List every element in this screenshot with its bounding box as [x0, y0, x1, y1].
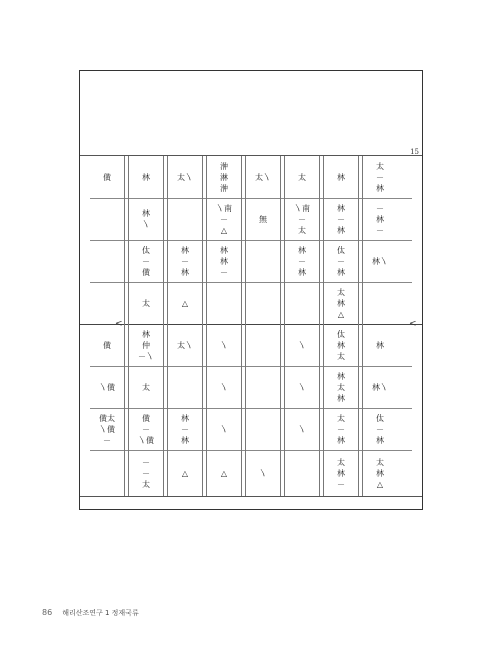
notation-text: 林〵 [372, 256, 388, 266]
notation-text: △ [220, 468, 228, 478]
score-column [90, 156, 124, 496]
score-cell [90, 240, 124, 282]
notation-text: 太 林 △ [337, 287, 345, 319]
score-cell [90, 282, 124, 324]
score-column [129, 156, 163, 496]
notation-text: 〵 [259, 468, 267, 478]
notation-text: 林 － 林 [181, 245, 189, 277]
footer-page-number: 86 [42, 608, 53, 617]
notation-text: 太 [142, 382, 150, 392]
notation-text: 〵僙 [99, 382, 115, 392]
score-cell [363, 366, 397, 408]
notation-text: 林 林 － [220, 245, 228, 277]
notation-text: 〵 [298, 340, 306, 350]
notation-text: 林 － 林 [181, 413, 189, 445]
score-cell [207, 324, 241, 366]
notation-text: 㑀 林 太 [337, 329, 345, 361]
score-cell [129, 366, 163, 408]
notation-text: － 林 － [376, 203, 384, 235]
notation-text: 〵 [220, 424, 228, 434]
notation-text: 無 [259, 214, 267, 224]
notation-text: △ [181, 468, 189, 478]
score-cell [246, 282, 280, 324]
score-cell [363, 240, 397, 282]
notation-text: 太 林 △ [376, 457, 384, 489]
score-cell [168, 282, 202, 324]
notation-text: 太 － 林 [376, 161, 384, 193]
notation-text: 林 [337, 172, 345, 182]
score-cell [246, 156, 280, 198]
score-cell [207, 408, 241, 450]
notation-text: 〵 [220, 340, 228, 350]
score-cell [285, 198, 319, 240]
notation-text: 太 [298, 172, 306, 182]
page-number: 15 [410, 148, 419, 156]
score-cell [363, 324, 397, 366]
score-cell [363, 282, 397, 324]
score-cell [324, 408, 358, 450]
notation-text: 林 [142, 172, 150, 182]
score-cell [246, 450, 280, 496]
notation-text: 太 林 － [337, 457, 345, 489]
score-cell [324, 366, 358, 408]
score-column [207, 156, 241, 496]
notation-text: 僙 [103, 340, 111, 350]
right-arrow-icon: < [409, 319, 417, 329]
score-cell [324, 282, 358, 324]
score-cell [246, 198, 280, 240]
notation-text: 林 仲 －〵 [138, 329, 154, 361]
notation-text: 太 [142, 298, 150, 308]
score-table [80, 155, 422, 497]
score-cell [129, 324, 163, 366]
notation-text: － － 太 [142, 457, 150, 489]
score-cell [324, 156, 358, 198]
notation-text: 〵南 － 太 [294, 203, 310, 235]
left-arrow-icon: < [115, 319, 123, 329]
notation-text: 㳞 淋 㳞 [220, 161, 228, 193]
score-cell [207, 198, 241, 240]
page-frame [79, 70, 423, 510]
score-cell [129, 408, 163, 450]
notation-text: 林 太 林 [337, 371, 345, 403]
score-cell [363, 450, 397, 496]
score-cell [168, 240, 202, 282]
score-cell [168, 324, 202, 366]
score-cell [129, 282, 163, 324]
notation-text: 〵南 － △ [216, 203, 232, 235]
score-cell [285, 408, 319, 450]
score-cell [90, 408, 124, 450]
score-cell [168, 198, 202, 240]
score-cell [246, 324, 280, 366]
notation-text: 〵 [298, 382, 306, 392]
notation-text: △ [181, 298, 189, 308]
score-cell [168, 366, 202, 408]
score-cell [246, 366, 280, 408]
notation-text: 太 － 林 [337, 413, 345, 445]
score-cell [129, 450, 163, 496]
notation-text: 太〵 [255, 172, 271, 182]
notation-text: 〵 [298, 424, 306, 434]
score-cell [90, 198, 124, 240]
score-cell [363, 408, 397, 450]
score-cell [285, 366, 319, 408]
notation-text: 㑀 － 林 [376, 413, 384, 445]
score-cell [285, 156, 319, 198]
score-cell [168, 408, 202, 450]
score-cell [90, 156, 124, 198]
score-cell [90, 450, 124, 496]
notation-text: 僙 [103, 172, 111, 182]
notation-text: 林〵 [372, 382, 388, 392]
notation-text: 林 〵 [142, 209, 150, 229]
score-cell [324, 240, 358, 282]
notation-text: 㑀 － 僙 [142, 245, 150, 277]
notation-text: 㑀 － 林 [337, 245, 345, 277]
notation-text: 僙太 〵僙 － [99, 413, 115, 445]
score-cell [285, 282, 319, 324]
score-column [324, 156, 358, 496]
score-column [168, 156, 202, 496]
notation-text: 林 [376, 340, 384, 350]
notation-text: 太〵 [177, 340, 193, 350]
score-cell [324, 450, 358, 496]
score-cell [90, 324, 124, 366]
score-cell [246, 240, 280, 282]
score-column [363, 156, 397, 496]
footer-title: 해리산조연구 1 정재국류 [62, 609, 139, 617]
score-cell [363, 198, 397, 240]
score-cell [285, 450, 319, 496]
score-cell [168, 450, 202, 496]
score-cell [363, 156, 397, 198]
score-column [285, 156, 319, 496]
notation-text: 太〵 [177, 172, 193, 182]
notation-text: 僙 － 〵僙 [138, 413, 154, 445]
score-cell [207, 282, 241, 324]
score-cell [90, 366, 124, 408]
page-footer [42, 608, 139, 618]
score-cell [324, 324, 358, 366]
score-cell [207, 156, 241, 198]
score-cell [129, 156, 163, 198]
score-cell [129, 198, 163, 240]
score-column [246, 156, 280, 496]
score-cell [207, 450, 241, 496]
score-cell [168, 156, 202, 198]
score-cell [129, 240, 163, 282]
score-cell [207, 366, 241, 408]
notation-text: 林 － 林 [298, 245, 306, 277]
notation-text: 林 － 林 [337, 203, 345, 235]
score-cell [207, 240, 241, 282]
score-cell [246, 408, 280, 450]
score-cell [285, 324, 319, 366]
score-cell [324, 198, 358, 240]
notation-text: 〵 [220, 382, 228, 392]
score-cell [285, 240, 319, 282]
